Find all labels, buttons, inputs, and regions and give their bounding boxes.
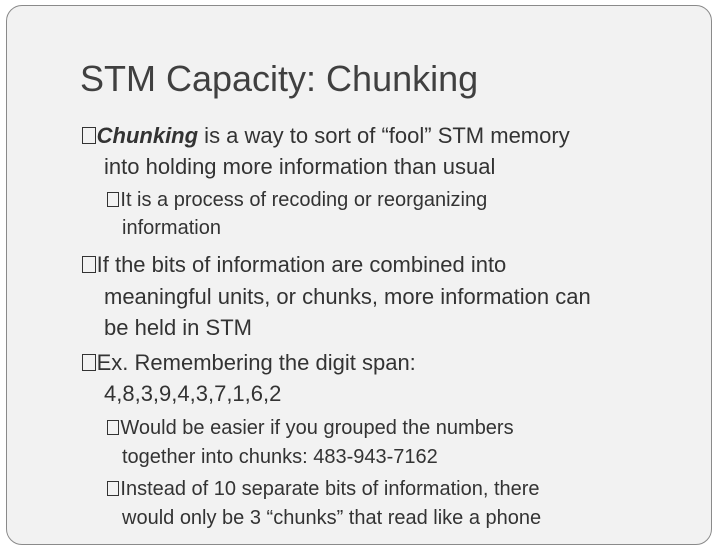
bullet-example bbox=[82, 347, 416, 379]
bullet-box-icon bbox=[82, 354, 96, 371]
bullet-box-icon bbox=[82, 127, 96, 144]
bullet-text: Ex. Remembering the digit span: bbox=[96, 350, 416, 375]
subbullet-recoding bbox=[107, 186, 487, 215]
bullet-box-icon bbox=[107, 420, 119, 436]
bullet-text: is a way to sort of “fool” STM memory bbox=[198, 123, 570, 148]
subbullet-instead bbox=[107, 475, 540, 504]
subbullet-grouped bbox=[107, 414, 514, 443]
bullet-example-line2: 4,8,3,9,4,3,7,1,6,2 bbox=[104, 381, 282, 406]
subbullet-text: Would be easier if you grouped the numbers bbox=[120, 417, 514, 439]
bullet-box-icon bbox=[107, 192, 119, 208]
bullet-combined-line2: meaningful units, or chunks, more information can bbox=[104, 284, 591, 309]
slide-title: STM Capacity: Chunking bbox=[80, 58, 479, 99]
bullet-combined bbox=[82, 249, 506, 281]
bullet-term: Chunking bbox=[96, 123, 199, 148]
subbullet-recoding-line2: information bbox=[122, 217, 221, 239]
bullet-chunking bbox=[82, 120, 570, 152]
subbullet-grouped-line2: together into chunks: 483-943-7162 bbox=[122, 446, 438, 468]
bullet-box-icon bbox=[107, 481, 119, 497]
bullet-text: If the bits of information are combined into bbox=[96, 252, 507, 277]
bullet-combined-line3: be held in STM bbox=[104, 315, 252, 340]
bullet-box-icon bbox=[82, 256, 96, 273]
subbullet-instead-line2: would only be 3 “chunks” that read like a phone bbox=[122, 507, 542, 529]
bullet-chunking-line2: into holding more information than usual bbox=[104, 154, 496, 179]
subbullet-text: Instead of 10 separate bits of information, there bbox=[120, 478, 540, 500]
subbullet-text: It is a process of recoding or reorganizing bbox=[120, 189, 488, 211]
